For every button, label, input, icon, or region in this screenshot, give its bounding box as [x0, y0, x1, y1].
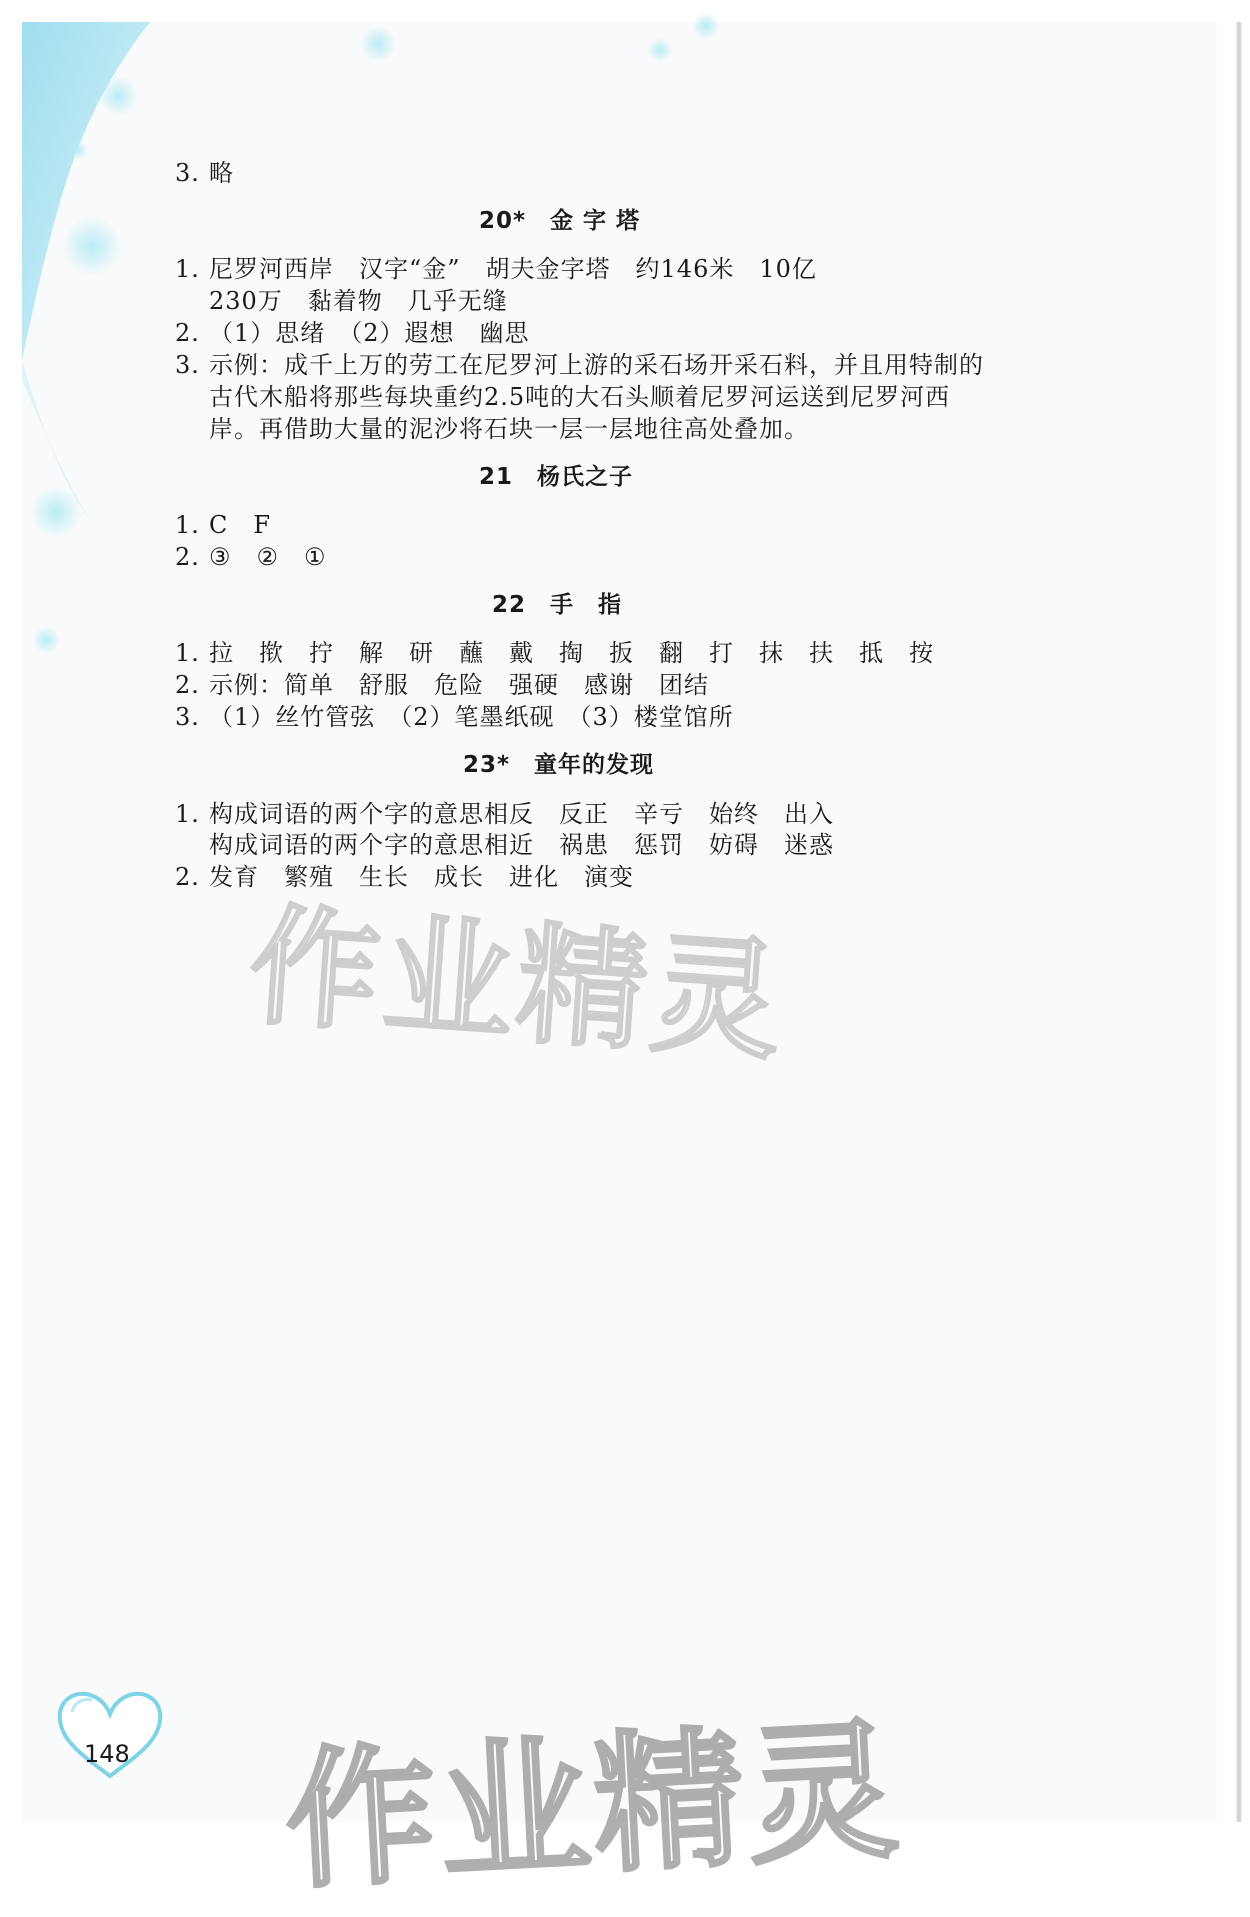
question-number: 2.: [175, 543, 200, 571]
answer-20-1-cont: 230万 黏着物 几乎无缝: [209, 287, 508, 315]
answer-text: 略: [209, 159, 234, 187]
question-number: 1.: [175, 255, 200, 283]
answer-22-1: [175, 637, 934, 669]
question-number: 2.: [175, 863, 200, 891]
answer-text: 发育 繁殖 生长 成长 进化 演变: [209, 863, 634, 891]
question-number: 2.: [175, 319, 200, 347]
answer-text: 示例：简单 舒服 危险 强硬 感谢 团结: [209, 671, 709, 699]
section-title-21: 21 杨氏之子: [479, 464, 634, 490]
section-title-23: 23* 童年的发现: [463, 752, 655, 778]
answer-text: 尼罗河西岸 汉字“金” 胡夫金字塔 约146米 10亿: [209, 255, 817, 283]
page-edge: [1236, 22, 1242, 1822]
section-title-22: 22 手 指: [492, 592, 623, 618]
answer-text: 构成词语的两个字的意思相反 反正 辛亏 始终 出入: [209, 800, 834, 828]
question-number: 1.: [175, 511, 200, 539]
answer-22-3: [175, 701, 734, 733]
heart-icon: [52, 1686, 168, 1784]
answer-text: （1）思绪 （2）遐想 幽思: [209, 319, 530, 347]
page-number: 148: [84, 1740, 130, 1768]
question-number: 3.: [175, 703, 200, 731]
answer-20-3-cont1: 古代木船将那些每块重约2.5吨的大石头顺着尼罗河运送到尼罗河西: [209, 383, 951, 411]
answer-20-1: [175, 253, 817, 285]
answer-23-1: [175, 798, 834, 830]
answer-text: （1）丝竹管弦 （2）笔墨纸砚 （3）楼堂馆所: [209, 703, 734, 731]
question-number: 3.: [175, 159, 200, 187]
question-number: 1.: [175, 800, 200, 828]
answer-20-3-cont2: 岸。再借助大量的泥沙将石块一层一层地往高处叠加。: [209, 415, 809, 443]
answer-text: C F: [209, 511, 272, 539]
watermark-bottom: 作业精灵: [281, 1703, 906, 1910]
answer-20-2: [175, 317, 530, 349]
watermark-middle: 作业精灵: [244, 889, 790, 1079]
answer-text: ③ ② ①: [209, 543, 327, 571]
section-title-20: 20* 金 字 塔: [479, 208, 641, 234]
answer-text: 示例：成千上万的劳工在尼罗河上游的采石场开采石料，并且用特制的: [209, 351, 984, 379]
question-number: 1.: [175, 639, 200, 667]
answer-21-2: [175, 541, 327, 573]
answer-23-1-cont: 构成词语的两个字的意思相近 祸患 惩罚 妨碍 迷惑: [209, 831, 834, 859]
question-number: 2.: [175, 671, 200, 699]
question-number: 3.: [175, 351, 200, 379]
answer-20-3: [175, 349, 984, 381]
answer-22-2: [175, 669, 709, 701]
answer-top-3: [175, 157, 234, 189]
answer-21-1: [175, 509, 271, 541]
answer-text: 拉 揿 拧 解 研 蘸 戴 掏 扳 翻 打 抹 扶 抵 按: [209, 639, 934, 667]
